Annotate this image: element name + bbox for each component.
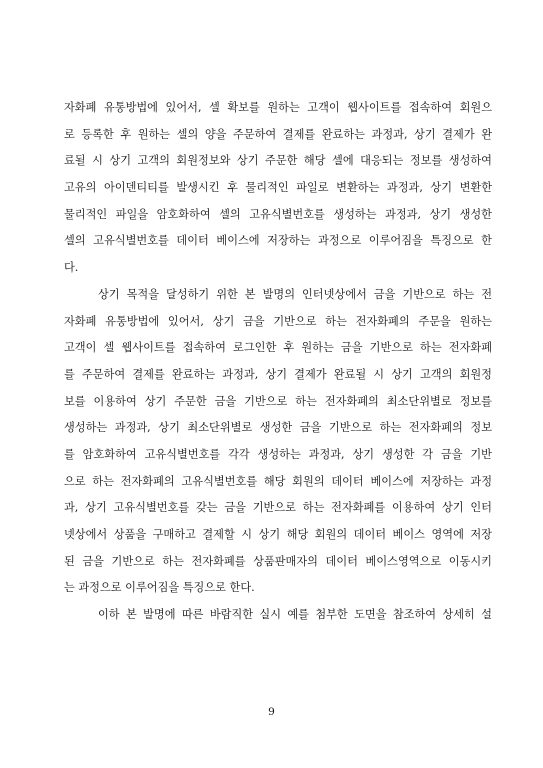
text-line: 과, 상기 고유식별번호를 갖는 금을 기반으로 하는 전자화폐를 이용하여 상기 인터 [64,501,492,515]
text-line: 물리적인 파일을 암호화하여 셀의 고유식별번호를 생성하는 과정과, 상기 생성한 [64,207,492,221]
text-line: 생성하는 과정과, 상기 최소단위별로 생성한 금을 기반으로 하는 전자화폐의 정보 [64,421,492,435]
text-line: 를 주문하여 결제를 완료하는 과정과, 상기 결제가 완료될 시 상기 고객의 회원정 [64,367,492,381]
page-number: 9 [268,706,275,718]
text-line: 다. [64,261,79,275]
text-line: 는 과정으로 이루어짐을 특징으로 한다. [64,581,255,595]
text-line: 넷상에서 상품을 구매하고 결제할 시 상기 해당 회원의 데이터 베이스 영역에 저장 [64,528,492,541]
text-line: 된 금을 기반으로 하는 전자화폐를 상품판매자의 데이터 베이스영역으로 이동시키 [64,554,492,568]
text-line: 상기 목적을 달성하기 위한 본 발명의 인터넷상에서 금을 기반으로 하는 전 [98,287,492,301]
text-line: 셀의 고유식별번호를 데이터 베이스에 저장하는 과정으로 이루어짐을 특징으로 한 [64,234,492,248]
text-line: 고유의 아이덴티티를 발생시킨 후 물리적인 파일로 변환하는 과정과, 상기 변환한 [64,181,492,195]
body-text [64,95,492,629]
text-line: 자화폐 유통방법에 있어서, 셀 확보를 원하는 고객이 웹사이트를 접속하여 회원으 [64,101,492,114]
text-line: 으로 하는 전자화폐의 고유식별번호를 해당 회원의 데이터 베이스에 저장하는 과정 [64,474,492,488]
text-line: 이하 본 발명에 따른 바람직한 실시 예를 첨부한 도면을 참조하여 상세히 설 [98,608,492,622]
text-line: 고객이 셀 웹사이트를 접속하여 로그인한 후 원하는 금을 기반으로 하는 전자화폐 [64,341,492,355]
text-line: 로 등록한 후 원하는 셀의 양을 주문하여 결제를 완료하는 과정과, 상기 결제가 완 [64,127,492,141]
text-line: 보를 이용하여 상기 주문한 금을 기반으로 하는 전자화폐의 최소단위별로 정보를 [64,394,492,408]
text-line: 자화폐 유통방법에 있어서, 상기 금을 기반으로 하는 전자화폐의 주문을 원하는 [64,314,492,328]
text-line: 를 암호화하여 고유식별번호를 각각 생성하는 과정과, 상기 생성한 각 금을 기반 [64,447,492,461]
text-line: 료될 시 상기 고객의 회원정보와 상기 주문한 해당 셀에 대응되는 정보를 생성하여 [64,154,492,168]
